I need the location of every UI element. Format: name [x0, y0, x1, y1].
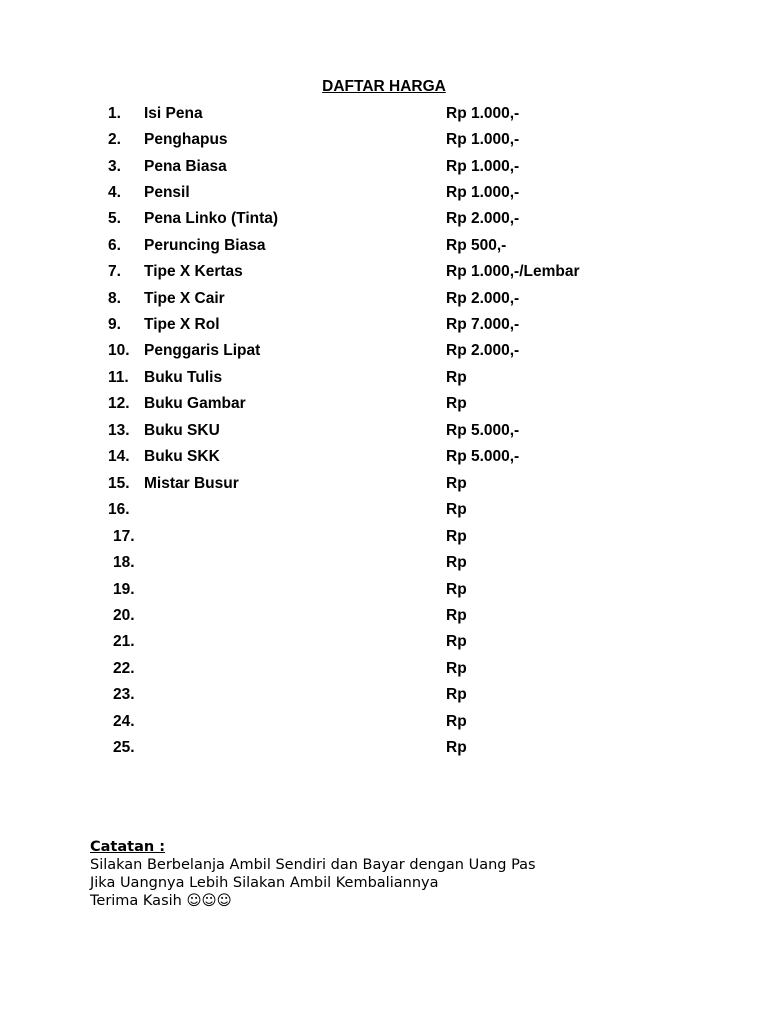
- price-row: [0, 445, 768, 469]
- item-price: Rp: [446, 660, 467, 677]
- item-price: Rp 500,-: [446, 237, 507, 254]
- item-number: 20.: [113, 607, 135, 624]
- item-price: Rp: [446, 739, 467, 756]
- item-number: 16.: [108, 501, 130, 518]
- item-price: Rp: [446, 395, 467, 412]
- item-price: Rp: [446, 713, 467, 730]
- price-row: [0, 419, 768, 443]
- item-price: Rp: [446, 554, 467, 571]
- item-number: 2.: [108, 131, 121, 148]
- item-number: 13.: [108, 422, 130, 439]
- item-number: 19.: [113, 581, 135, 598]
- notes-section: [90, 838, 750, 910]
- price-row: [0, 710, 768, 734]
- item-price: Rp: [446, 528, 467, 545]
- item-price: Rp 1.000,-/Lembar: [446, 263, 580, 280]
- item-price: Rp 1.000,-: [446, 131, 520, 148]
- price-row: [0, 287, 768, 311]
- price-row: [0, 498, 768, 522]
- price-row: [0, 155, 768, 179]
- item-name: Isi Pena: [144, 105, 203, 122]
- price-row: [0, 551, 768, 575]
- item-price: Rp 1.000,-: [446, 158, 520, 175]
- item-name: Tipe X Cair: [144, 290, 225, 307]
- item-name: Pena Biasa: [144, 158, 227, 175]
- item-number: 10.: [108, 342, 130, 359]
- item-number: 15.: [108, 475, 130, 492]
- notes-line: Jika Uangnya Lebih Silakan Ambil Kembaliannya: [90, 875, 439, 891]
- item-number: 23.: [113, 686, 135, 703]
- item-name: Buku SKK: [144, 448, 220, 465]
- item-price: Rp: [446, 633, 467, 650]
- item-number: 25.: [113, 739, 135, 756]
- item-name: Tipe X Kertas: [144, 263, 243, 280]
- item-name: Penggaris Lipat: [144, 342, 261, 359]
- item-price: Rp: [446, 501, 467, 518]
- item-number: 12.: [108, 395, 130, 412]
- price-row: [0, 339, 768, 363]
- item-price: Rp 5.000,-: [446, 448, 520, 465]
- item-name: Pensil: [144, 184, 190, 201]
- item-price: Rp: [446, 581, 467, 598]
- item-number: 7.: [108, 263, 121, 280]
- page-title: DAFTAR HARGA: [322, 78, 446, 95]
- price-row: [0, 578, 768, 602]
- item-name: Buku Gambar: [144, 395, 246, 412]
- item-price: Rp 2.000,-: [446, 210, 520, 227]
- price-row: [0, 207, 768, 231]
- price-row: [0, 683, 768, 707]
- price-row: [0, 657, 768, 681]
- item-number: 5.: [108, 210, 121, 227]
- price-row: [0, 525, 768, 549]
- item-price: Rp: [446, 369, 467, 386]
- item-name: Buku SKU: [144, 422, 220, 439]
- item-name: Mistar Busur: [144, 475, 239, 492]
- item-price: Rp: [446, 475, 467, 492]
- price-row: [0, 260, 768, 284]
- item-name: Peruncing Biasa: [144, 237, 266, 254]
- item-price: Rp: [446, 607, 467, 624]
- item-number: 17.: [113, 528, 135, 545]
- item-price: Rp 2.000,-: [446, 290, 520, 307]
- item-price: Rp 1.000,-: [446, 105, 520, 122]
- notes-heading: Catatan :: [90, 839, 166, 855]
- price-row: [0, 181, 768, 205]
- item-price: Rp 7.000,-: [446, 316, 520, 333]
- price-row: [0, 630, 768, 654]
- item-name: Penghapus: [144, 131, 228, 148]
- item-number: 4.: [108, 184, 121, 201]
- price-row: [0, 128, 768, 152]
- item-name: Buku Tulis: [144, 369, 223, 386]
- item-number: 3.: [108, 158, 121, 175]
- notes-line: Terima Kasih ☺☺☺: [90, 893, 232, 909]
- price-row: [0, 392, 768, 416]
- item-price: Rp 5.000,-: [446, 422, 520, 439]
- price-row: [0, 313, 768, 337]
- item-number: 21.: [113, 633, 135, 650]
- item-number: 24.: [113, 713, 135, 730]
- item-number: 6.: [108, 237, 121, 254]
- price-row: [0, 234, 768, 258]
- price-row: [0, 736, 768, 760]
- item-number: 18.: [113, 554, 135, 571]
- item-price: Rp 2.000,-: [446, 342, 520, 359]
- item-number: 9.: [108, 316, 121, 333]
- item-name: Tipe X Rol: [144, 316, 220, 333]
- price-row: [0, 604, 768, 628]
- price-row: [0, 102, 768, 126]
- item-name: Pena Linko (Tinta): [144, 210, 279, 227]
- notes-line: Silakan Berbelanja Ambil Sendiri dan Bayar dengan Uang Pas: [90, 857, 536, 873]
- item-number: 11.: [108, 369, 129, 386]
- price-row: [0, 472, 768, 496]
- item-number: 22.: [113, 660, 135, 677]
- item-price: Rp 1.000,-: [446, 184, 520, 201]
- price-row: [0, 366, 768, 390]
- item-price: Rp: [446, 686, 467, 703]
- item-number: 1.: [108, 105, 121, 122]
- item-number: 14.: [108, 448, 130, 465]
- item-number: 8.: [108, 290, 121, 307]
